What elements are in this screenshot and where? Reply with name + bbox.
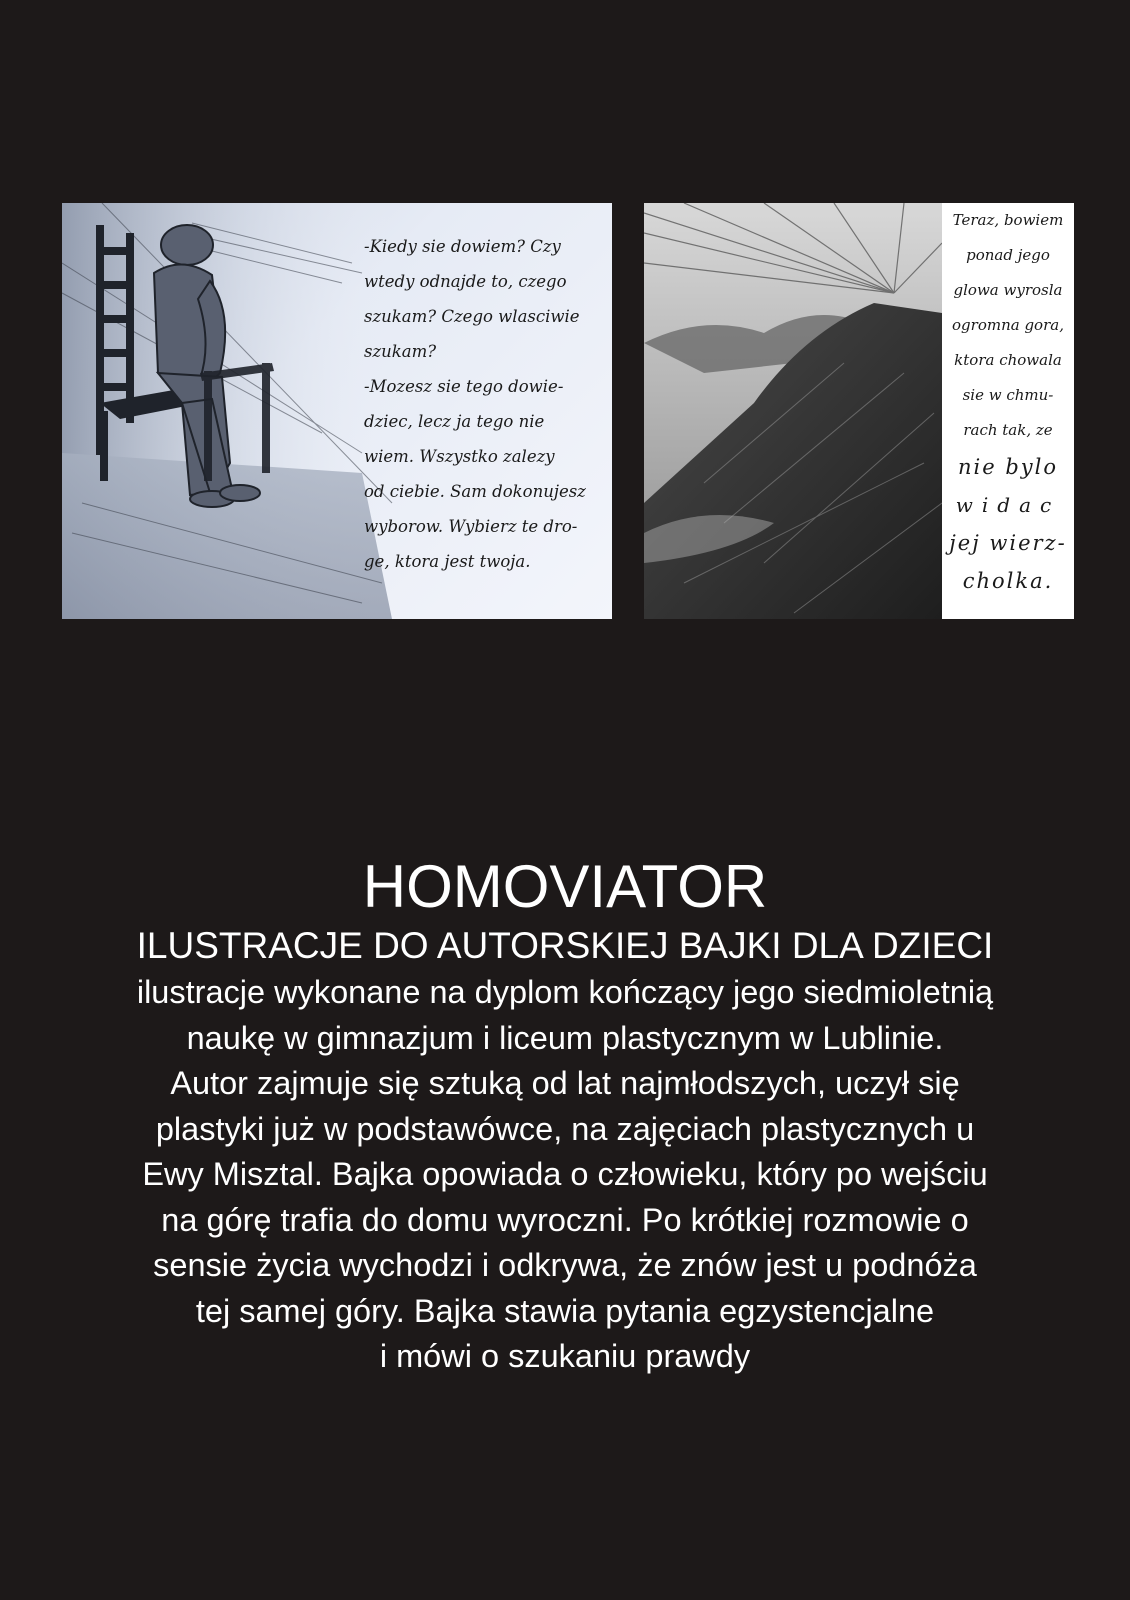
description-line: tej samej góry. Bajka stawia pytania egzystencjalne [195,1292,935,1329]
narration-line: ktora chowala [954,351,1062,369]
narration-line: ogromna gora, [952,316,1064,334]
dialogue-line: -Kiedy sie dowiem? Czy [364,237,561,256]
dialogue-line: wtedy odnajde to, czego [364,272,567,291]
description-line: ilustracje wykonane na dyplom kończący jego siedmioletnią [136,974,994,1010]
description-line: i mówi o szukaniu prawdy [379,1338,751,1374]
description-line: na górę trafia do domu wyroczni. Po krótkiej rozmowie o [161,1201,969,1238]
narration-line: widac [955,493,1061,517]
dialogue-line: szukam? Czego wlasciwie [364,307,580,326]
description-line: plastyki już w podstawówce, na zajęciach plastycznych u [155,1110,975,1147]
description [0,970,1130,1380]
narration-line: rach tak, ze [963,421,1053,439]
dialogue-line: dziec, lecz ja tego nie [364,412,545,431]
page-title: HOMOVIATOR [362,853,768,920]
description-line: Ewy Misztal. Bajka opowiada o człowieku, który po wejściu [142,1156,988,1192]
narration-line: nie bylo [957,455,1058,479]
illustration-seated-figure [62,203,612,619]
description-line: Autor zajmuje się sztuką od lat najmłodszych, uczył się [170,1065,960,1101]
narration-line: jej wierz- [949,531,1067,555]
mountain-drawing [644,203,942,619]
dialogue-line: od ciebie. Sam dokonujesz [364,482,586,501]
narration-line: glowa wyrosla [953,281,1063,299]
narration-line: cholka. [962,569,1054,593]
narration-line: Teraz, bowiem [952,211,1064,229]
dialogue-text [364,229,604,579]
narration-panel [942,203,1074,619]
narration-text [944,203,1072,600]
dialogue-line: ge, ktora jest twoja. [364,552,531,571]
description-line: naukę w gimnazjum i liceum plastycznym w Lublinie. [186,1019,944,1056]
illustration-mountain [644,203,1074,619]
dialogue-line: wyborow. Wybierz te dro- [364,517,578,536]
dialogue-line: szukam? [364,342,437,361]
narration-line: sie w chmu- [962,386,1054,404]
dialogue-line: wiem. Wszystko zalezy [364,447,555,466]
caption [0,852,1130,1380]
description-line: sensie życia wychodzi i odkrywa, że znów jest u podnóża [153,1247,977,1283]
page-subtitle: ILUSTRACJE DO AUTORSKIEJ BAJKI DLA DZIECI [136,925,994,966]
narration-line: ponad jego [966,246,1050,264]
dialogue-line: -Mozesz sie tego dowie- [364,377,564,396]
